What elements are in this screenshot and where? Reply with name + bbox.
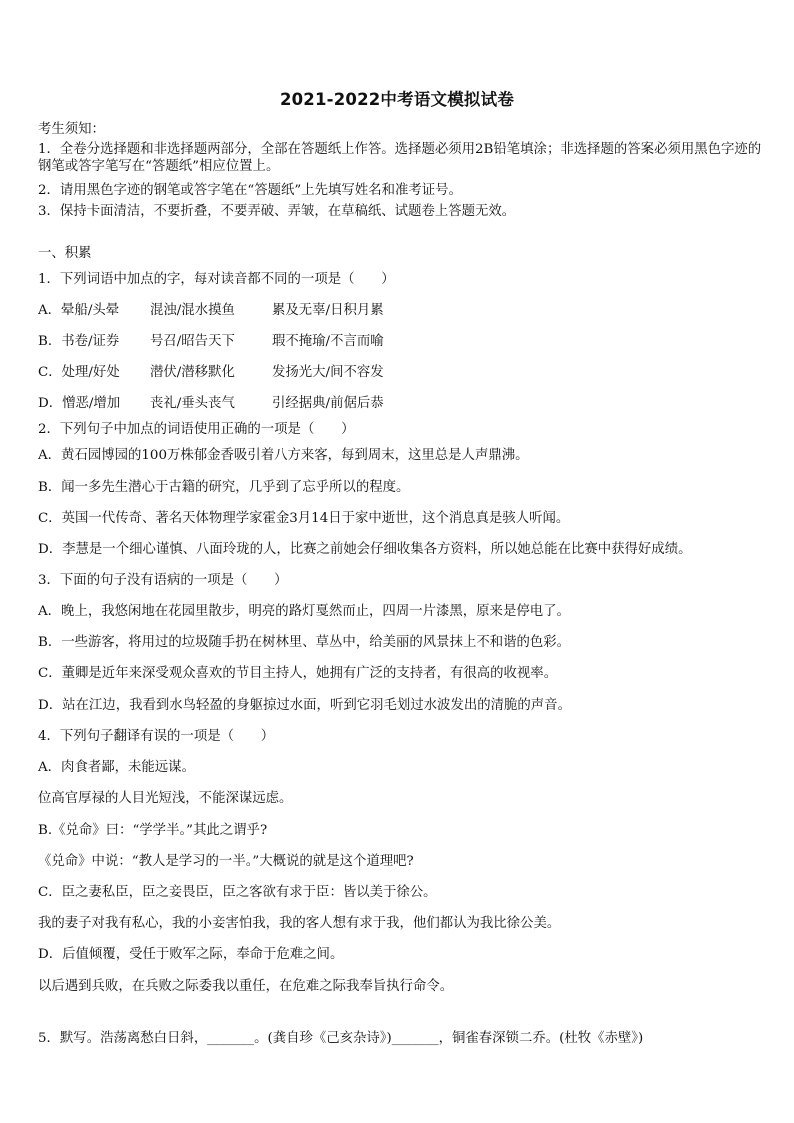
q1-option-text: B．书卷/证券 xyxy=(38,334,120,349)
q3-option-c: C．董卿是近年来深受观众喜欢的节目主持人，她拥有广泛的支持者，有很高的收视率。 xyxy=(38,666,558,681)
q2-option-d: D．李慧是一个细心谨慎、八面玲珑的人，比赛之前她会仔细收集各方资料，所以她总能在比赛中获得好成绩。 xyxy=(38,542,692,557)
q4-line: 以后遇到兵败，在兵败之际委我以重任，在危难之际我奉旨执行命令。 xyxy=(38,979,454,994)
q1-option-text: 丧礼/垂头丧气 xyxy=(150,396,235,411)
q3-option-a: A．晚上，我悠闲地在花园里散步，明亮的路灯戛然而止，四周一片漆黑，原来是停电了。 xyxy=(38,604,570,619)
q1-stem: 1．下列词语中加点的字，每对读音都不同的一项是（ ） xyxy=(38,272,395,287)
q4-line: 位高官厚禄的人目光短浅，不能深谋远虑。 xyxy=(38,791,293,806)
q3-option-b: B．一些游客，将用过的垃圾随手扔在树林里、草丛中，给美丽的风景抹上不和谐的色彩。 xyxy=(38,635,571,650)
q2-stem: 2．下列句子中加点的词语使用正确的一项是（ ） xyxy=(38,422,355,437)
q1-option-b xyxy=(38,333,384,350)
q1-option-c xyxy=(38,364,384,381)
notice-item-2: 2．请用黑色字迹的钢笔或答字笔在“答题纸”上先填写姓名和准考证号。 xyxy=(38,183,462,198)
q4-line: D．后值倾覆，受任于败军之际，奉命于危难之间。 xyxy=(38,947,344,962)
q1-option-text: 累及无辜/日积月累 xyxy=(272,303,384,318)
q2-option-b: B．闻一多先生潜心于古籍的研究，几乎到了忘乎所以的程度。 xyxy=(38,480,410,495)
q2-option-c: C．英国一代传奇、著名天体物理学家霍金3月14日于家中逝世，这个消息真是骇人听闻。 xyxy=(38,511,570,526)
q1-option-text: 瑕不掩瑜/不言而喻 xyxy=(272,334,384,349)
q1-option-text: 号召/昭告天下 xyxy=(150,334,235,349)
q2-option-a: A．黄石园博园的100万株郁金香吸引着八方来客，每到周末，这里总是人声鼎沸。 xyxy=(38,448,529,463)
q5-stem: 5．默写。浩荡离愁白日斜，_______。(龚自珍《己亥杂诗》)_______，铜雀春深锁二乔。(杜牧《赤壁》) xyxy=(38,1031,644,1046)
q1-option-text: 引经据典/前倨后恭 xyxy=(272,396,384,411)
q1-option-text: 混浊/混水摸鱼 xyxy=(150,303,235,318)
notice-item-3: 3．保持卡面清洁，不要折叠，不要弄破、弄皱，在草稿纸、试题卷上答题无效。 xyxy=(38,204,516,219)
q4-stem: 4．下列句子翻译有误的一项是（ ） xyxy=(38,729,275,744)
q4-line: 我的妻子对我有私心，我的小妾害怕我，我的客人想有求于我，他们都认为我比徐公美。 xyxy=(38,916,561,931)
q1-option-text: 潜伏/潜移默化 xyxy=(150,365,235,380)
q1-option-text: 发扬光大/间不容发 xyxy=(272,365,384,380)
q1-option-d xyxy=(38,395,384,412)
q4-line: 《兑命》中说：“教人是学习的一半。”大概说的就是这个道理吧? xyxy=(38,854,414,869)
q3-option-d: D．站在江边，我看到水鸟轻盈的身躯掠过水面，听到它羽毛划过水波发出的清脆的声音。 xyxy=(38,698,571,713)
section-heading: 一、积累 xyxy=(38,246,92,261)
q3-stem: 3．下面的句子没有语病的一项是（ ） xyxy=(38,573,288,588)
q4-line: B.《兑命》曰：“学学半。”其此之谓乎? xyxy=(38,823,268,838)
q4-line: A．肉食者鄙，未能远谋。 xyxy=(38,760,195,775)
q1-option-text: C．处理/好处 xyxy=(38,365,120,380)
q4-line: C．臣之妻私臣，臣之妾畏臣，臣之客欲有求于臣：皆以美于徐公。 xyxy=(38,885,437,900)
q1-option-text: D．憎恶/增加 xyxy=(38,396,121,411)
q1-option-text: A．晕船/头晕 xyxy=(38,303,120,318)
notice-item-1: 1．全卷分选择题和非选择题两部分，全部在答题纸上作答。选择题必须用2B铅笔填涂；非选择题的答案必须用黑色字迹的钢笔或答字笔写在“答题纸”相应位置上。 xyxy=(38,142,762,174)
exam-title: 2021-2022中考语文模拟试卷 xyxy=(279,90,515,109)
q1-option-a xyxy=(38,302,384,319)
notice-heading: 考生须知： xyxy=(38,122,105,137)
